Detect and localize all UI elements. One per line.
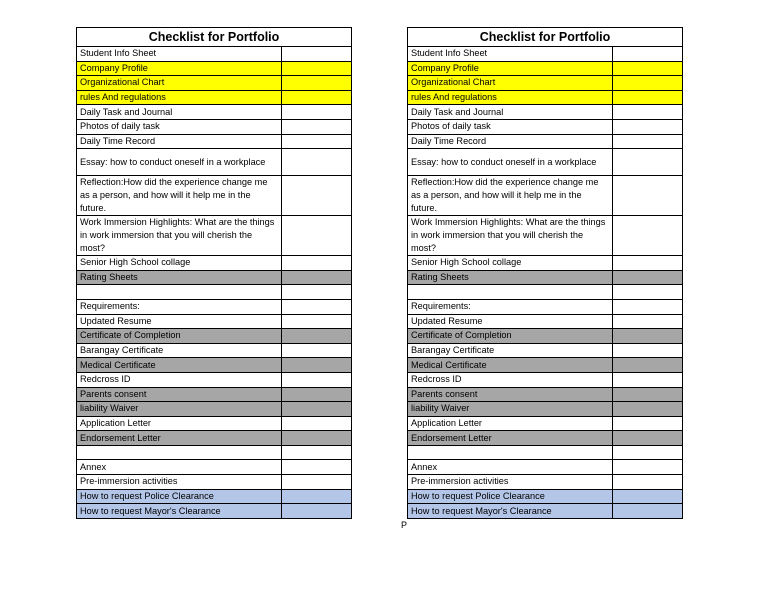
checklist-item-label: Requirements: [77, 299, 282, 314]
checklist-item-label: Annex [77, 460, 282, 475]
checklist-item-label: Medical Certificate [408, 358, 613, 373]
table-row [77, 270, 352, 285]
checklist-item-label: Pre-immersion activities [408, 475, 613, 490]
checklist-item-label: Work Immersion Highlights: What are the things in work immersion that you will cherish the most? [408, 216, 613, 256]
checklist-check-cell[interactable] [613, 445, 683, 460]
checklist-item-label: rules And regulations [408, 90, 613, 105]
checklist-item-label [408, 445, 613, 460]
checklist-item-label: Redcross ID [77, 372, 282, 387]
checklist-check-cell[interactable] [613, 285, 683, 300]
table-row [77, 149, 352, 176]
checklist-item-label: liability Waiver [77, 402, 282, 417]
checklist-check-cell[interactable] [613, 329, 683, 344]
checklist-check-cell[interactable] [282, 90, 352, 105]
table-row [408, 149, 683, 176]
table-row [408, 76, 683, 91]
table-row [77, 329, 352, 344]
checklist-check-cell[interactable] [282, 489, 352, 504]
page-marker: P [401, 520, 408, 530]
checklist-item-label: Senior High School collage [77, 256, 282, 271]
checklist-check-cell[interactable] [613, 299, 683, 314]
checklist-item-label: rules And regulations [77, 90, 282, 105]
checklist-item-label: Photos of daily task [408, 119, 613, 134]
checklist-check-cell[interactable] [282, 61, 352, 76]
checklist-item-label: Parents consent [408, 387, 613, 402]
table-row [408, 387, 683, 402]
checklist-item-label: Updated Resume [408, 314, 613, 329]
checklist-check-cell[interactable] [282, 47, 352, 62]
table-row [77, 119, 352, 134]
checklist-item-label: Senior High School collage [408, 256, 613, 271]
table-row [408, 358, 683, 373]
checklist-item-label: Application Letter [77, 416, 282, 431]
checklist-check-cell[interactable] [613, 256, 683, 271]
table-row [77, 256, 352, 271]
checklist-title: Checklist for Portfolio [408, 28, 683, 47]
table-row [408, 270, 683, 285]
checklist-check-cell[interactable] [613, 134, 683, 149]
checklist-check-cell[interactable] [282, 256, 352, 271]
checklist-item-label: Barangay Certificate [77, 343, 282, 358]
checklist-check-cell[interactable] [282, 431, 352, 446]
checklist-check-cell[interactable] [282, 314, 352, 329]
checklist-check-cell[interactable] [282, 329, 352, 344]
checklist-check-cell[interactable] [613, 402, 683, 417]
table-row [77, 489, 352, 504]
checklist-item-label: Company Profile [408, 61, 613, 76]
checklist-item-label: Photos of daily task [77, 119, 282, 134]
checklist-item-label: Daily Time Record [408, 134, 613, 149]
checklist-check-cell[interactable] [613, 105, 683, 120]
checklist-check-cell[interactable] [613, 431, 683, 446]
checklist-item-label: Application Letter [408, 416, 613, 431]
table-row [408, 431, 683, 446]
checklist-check-cell[interactable] [613, 314, 683, 329]
checklist-item-label: Student Info Sheet [77, 47, 282, 62]
checklist-check-cell[interactable] [613, 504, 683, 519]
table-row [77, 387, 352, 402]
table-row [408, 445, 683, 460]
checklist-item-label: Reflection:How did the experience change me as a person, and how will it help me in the future. [77, 176, 282, 216]
checklist-check-cell[interactable] [613, 216, 683, 256]
checklist-table-right [407, 27, 683, 519]
checklist-item-label: How to request Mayor's Clearance [77, 504, 282, 519]
checklist-item-label: Work Immersion Highlights: What are the things in work immersion that you will cherish the most? [77, 216, 282, 256]
checklist-check-cell[interactable] [282, 105, 352, 120]
checklist-table-left [76, 27, 352, 519]
checklist-item-label: Rating Sheets [408, 270, 613, 285]
checklist-item-label: Daily Task and Journal [77, 105, 282, 120]
checklist-item-label [408, 285, 613, 300]
table-row [77, 105, 352, 120]
checklist-item-label: Redcross ID [408, 372, 613, 387]
checklist-check-cell[interactable] [282, 299, 352, 314]
table-row [408, 216, 683, 256]
table-row [77, 402, 352, 417]
table-row [408, 329, 683, 344]
checklist-body [77, 47, 352, 519]
checklist-check-cell[interactable] [282, 176, 352, 216]
table-row [408, 105, 683, 120]
table-row [408, 416, 683, 431]
table-row [408, 90, 683, 105]
checklist-check-cell[interactable] [613, 270, 683, 285]
checklist-item-label: Rating Sheets [77, 270, 282, 285]
table-row [77, 176, 352, 216]
checklist-check-cell[interactable] [613, 90, 683, 105]
checklist-item-label: liability Waiver [408, 402, 613, 417]
checklist-check-cell[interactable] [282, 445, 352, 460]
checklist-item-label: Barangay Certificate [408, 343, 613, 358]
checklist-check-cell[interactable] [282, 416, 352, 431]
table-row [77, 460, 352, 475]
checklist-check-cell[interactable] [282, 149, 352, 176]
table-row [77, 285, 352, 300]
checklist-check-cell[interactable] [282, 372, 352, 387]
checklist-sheet-left [76, 27, 351, 519]
table-row [77, 47, 352, 62]
checklist-item-label: Daily Task and Journal [408, 105, 613, 120]
checklist-item-label: Pre-immersion activities [77, 475, 282, 490]
table-row [408, 372, 683, 387]
checklist-check-cell[interactable] [613, 475, 683, 490]
table-row [408, 460, 683, 475]
table-row [408, 504, 683, 519]
table-row [77, 61, 352, 76]
checklist-check-cell[interactable] [613, 416, 683, 431]
table-row [408, 47, 683, 62]
checklist-check-cell[interactable] [282, 358, 352, 373]
table-row [77, 372, 352, 387]
checklist-check-cell[interactable] [282, 402, 352, 417]
checklist-check-cell[interactable] [613, 372, 683, 387]
checklist-item-label: Organizational Chart [77, 76, 282, 91]
checklist-check-cell[interactable] [282, 76, 352, 91]
checklist-item-label: How to request Police Clearance [408, 489, 613, 504]
checklist-item-label: Endorsement Letter [77, 431, 282, 446]
table-row [408, 134, 683, 149]
table-row [408, 402, 683, 417]
table-row [408, 475, 683, 490]
checklist-item-label: Essay: how to conduct oneself in a workplace [77, 149, 282, 176]
table-row [408, 61, 683, 76]
checklist-check-cell[interactable] [282, 285, 352, 300]
checklist-check-cell[interactable] [282, 460, 352, 475]
checklist-item-label: Organizational Chart [408, 76, 613, 91]
checklist-item-label [77, 285, 282, 300]
checklist-check-cell[interactable] [613, 149, 683, 176]
checklist-check-cell[interactable] [282, 504, 352, 519]
checklist-item-label: Annex [408, 460, 613, 475]
checklist-item-label: Student Info Sheet [408, 47, 613, 62]
table-row [408, 256, 683, 271]
table-row [77, 475, 352, 490]
checklist-item-label: Certificate of Completion [77, 329, 282, 344]
checklist-check-cell[interactable] [282, 119, 352, 134]
checklist-item-label: How to request Police Clearance [77, 489, 282, 504]
checklist-check-cell[interactable] [613, 460, 683, 475]
checklist-check-cell[interactable] [282, 270, 352, 285]
table-row [408, 176, 683, 216]
checklist-title: Checklist for Portfolio [77, 28, 352, 47]
checklist-body [408, 47, 683, 519]
checklist-check-cell[interactable] [613, 61, 683, 76]
checklist-item-label: Essay: how to conduct oneself in a workplace [408, 149, 613, 176]
checklist-check-cell[interactable] [613, 387, 683, 402]
checklist-item-label: Medical Certificate [77, 358, 282, 373]
checklist-check-cell[interactable] [282, 387, 352, 402]
checklist-item-label: Endorsement Letter [408, 431, 613, 446]
table-row [77, 76, 352, 91]
table-row [77, 358, 352, 373]
table-row [77, 504, 352, 519]
checklist-sheet-right [407, 27, 682, 519]
table-row [77, 134, 352, 149]
checklist-item-label: Daily Time Record [77, 134, 282, 149]
checklist-check-cell[interactable] [282, 343, 352, 358]
checklist-item-label: Company Profile [77, 61, 282, 76]
checklist-check-cell[interactable] [613, 489, 683, 504]
table-row [77, 299, 352, 314]
checklist-check-cell[interactable] [613, 343, 683, 358]
checklist-check-cell[interactable] [282, 475, 352, 490]
checklist-item-label: Reflection:How did the experience change me as a person, and how will it help me in the future. [408, 176, 613, 216]
checklist-check-cell[interactable] [282, 134, 352, 149]
checklist-item-label: How to request Mayor's Clearance [408, 504, 613, 519]
checklist-item-label: Parents consent [77, 387, 282, 402]
checklist-item-label: Requirements: [408, 299, 613, 314]
table-row [77, 416, 352, 431]
table-row [408, 489, 683, 504]
checklist-check-cell[interactable] [613, 358, 683, 373]
table-row [408, 299, 683, 314]
table-row [77, 216, 352, 256]
checklist-check-cell[interactable] [613, 119, 683, 134]
checklist-check-cell[interactable] [282, 216, 352, 256]
table-row [408, 343, 683, 358]
checklist-item-label: Certificate of Completion [408, 329, 613, 344]
table-row [77, 90, 352, 105]
checklist-check-cell[interactable] [613, 47, 683, 62]
table-row [77, 343, 352, 358]
table-row [408, 119, 683, 134]
table-row [408, 314, 683, 329]
checklist-item-label: Updated Resume [77, 314, 282, 329]
checklist-item-label [77, 445, 282, 460]
checklist-check-cell[interactable] [613, 76, 683, 91]
table-row [77, 445, 352, 460]
table-row [408, 285, 683, 300]
table-row [77, 431, 352, 446]
table-row [77, 314, 352, 329]
checklist-check-cell[interactable] [613, 176, 683, 216]
